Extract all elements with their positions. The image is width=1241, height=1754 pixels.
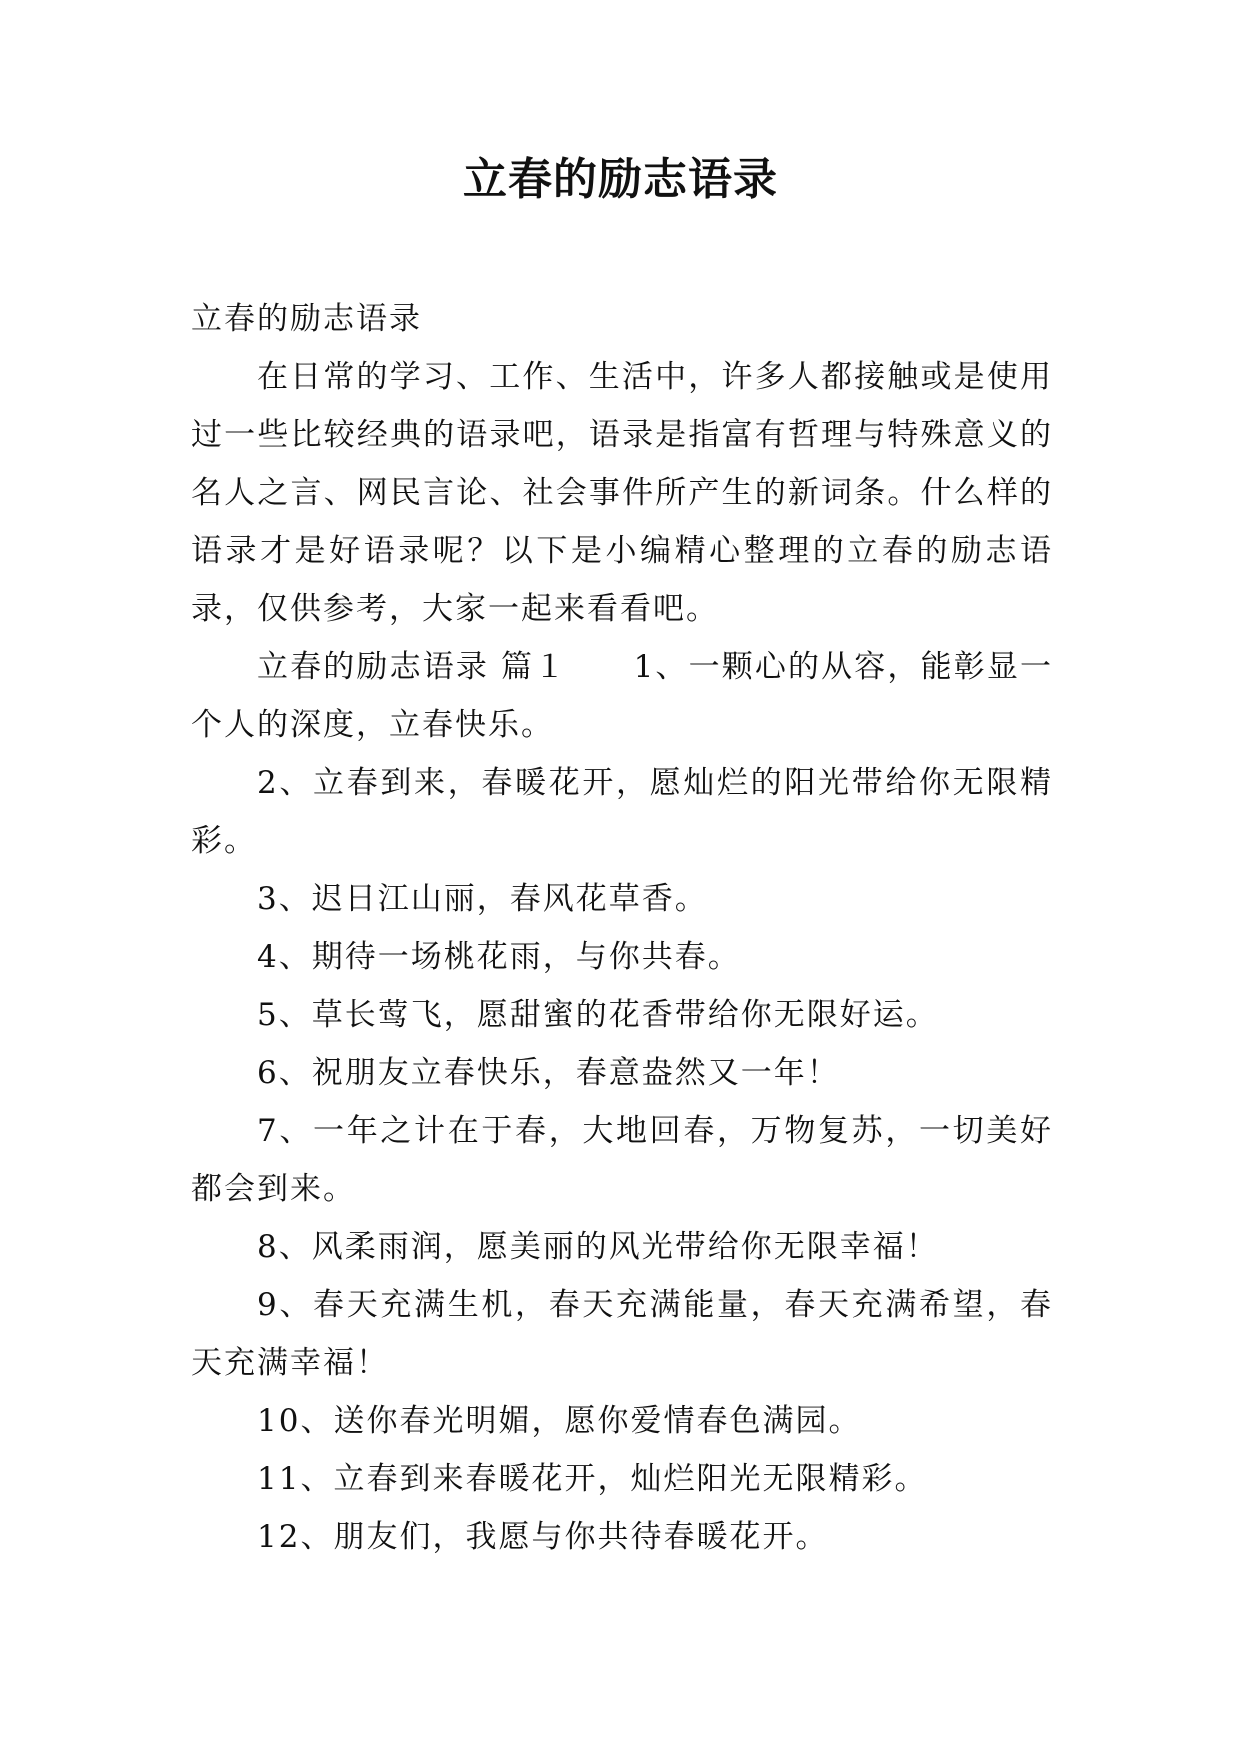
section-heading-paragraph: 立春的励志语录 篇１ 1、一颗心的从容，能彰显一个人的深度，立春快乐。	[191, 649, 1053, 743]
quote-item: 3、迟日江山丽，春风花草香。	[257, 881, 708, 917]
subtitle-line: 立春的励志语录	[191, 301, 422, 337]
quote-item: 11、立春到来春暖花开，灿烂阳光无限精彩。	[257, 1461, 928, 1497]
quote-item: 9、春天充满生机，春天充满能量，春天充满希望，春天充满幸福！	[191, 1287, 1053, 1381]
quote-item: 5、草长莺飞，愿甜蜜的花香带给你无限好运。	[257, 997, 939, 1033]
quote-item: 2、立春到来，春暖花开，愿灿烂的阳光带给你无限精彩。	[191, 765, 1053, 859]
intro-paragraph: 在日常的学习、工作、生活中，许多人都接触或是使用过一些比较经典的语录吧，语录是指富有哲理与特殊意义的名人之言、网民言论、社会事件所产生的新词条。什么样的语录才是好语录呢？以下是小编精心整理的立春的励志语录，仅供参考，大家一起来看看吧。	[191, 359, 1053, 627]
document-body	[191, 290, 1053, 1566]
quote-item: 6、祝朋友立春快乐，春意盎然又一年！	[257, 1055, 840, 1091]
quote-item: 7、一年之计在于春，大地回春，万物复苏，一切美好都会到来。	[191, 1113, 1053, 1207]
quote-item: 8、风柔雨润，愿美丽的风光带给你无限幸福！	[257, 1229, 939, 1265]
quote-item: 4、期待一场桃花雨，与你共春。	[257, 939, 741, 975]
quote-item: 12、朋友们，我愿与你共待春暖花开。	[257, 1519, 829, 1555]
document-title: 立春的励志语录	[463, 154, 778, 205]
quote-item: 10、送你春光明媚，愿你爱情春色满园。	[257, 1403, 862, 1439]
